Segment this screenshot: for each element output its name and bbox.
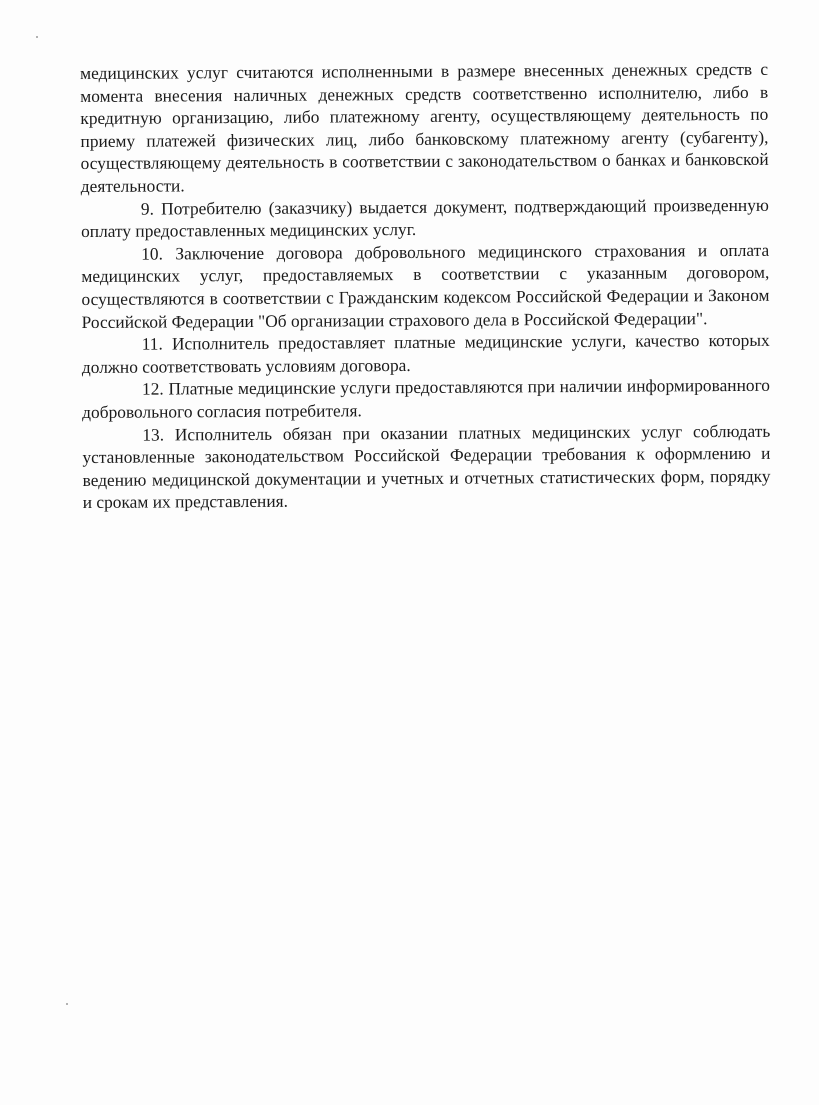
- paragraph-item-10: 10. Заключение договора добровольного медицинского страхования и оплата медицинских услуг, предоставляемых в соответствии с указанным договором, осуществляются в соответствии с Гражданским кодексом Российской Федерации и Законом Российской Федерации "Об организации страхового дела в Российской Федерации".: [81, 239, 770, 332]
- paragraph-item-12: 12. Платные медицинские услуги предоставляются при наличии информированного добровольного согласия потребителя.: [82, 375, 771, 422]
- scan-speck: [36, 36, 38, 38]
- paragraph-item-11: 11. Исполнитель предоставляет платные медицинские услуги, качество которых должно соответствовать условиям договора.: [81, 329, 770, 377]
- scan-speck: [66, 1003, 68, 1005]
- paragraph-item-9: 9. Потребителю (заказчику) выдается документ, подтверждающий произведенную оплату предоставленных медицинских услуг.: [80, 194, 769, 242]
- paragraph-item-13: 13. Исполнитель обязан при оказании платных медицинских услуг соблюдать установленные законодательством Российской Федерации требования к оформлению и ведению медицинской документации и учетных и отчетных статистических форм, порядку и срокам их представления.: [82, 420, 771, 513]
- document-body: [80, 58, 771, 514]
- paragraph-continuation: медицинских услуг считаются исполненными в размере внесенных денежных средств с момента внесения наличных денежных средств соответственно исполнителю, либо в кредитную организацию, либо платежному агенту, осуществляющему деятельность по приему платежей физических лиц, либо банковскому платежному агенту (субагенту), осуществляющему деятельность в соответствии с законодательством о банках и банковской деятельности.: [80, 58, 769, 196]
